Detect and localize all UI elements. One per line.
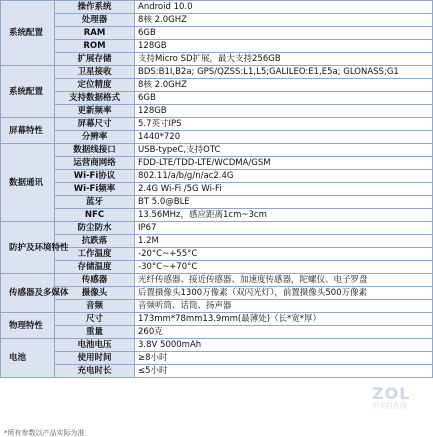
- spec-value: 260克: [135, 326, 433, 339]
- spec-row: [1, 1, 433, 14]
- spec-value: IP67: [135, 222, 433, 235]
- spec-label: 支持数据格式: [55, 92, 135, 105]
- spec-value: 8核 2.0GHZ: [135, 14, 433, 27]
- spec-row: [1, 79, 433, 92]
- spec-value: 6GB: [135, 27, 433, 40]
- spec-row: [1, 53, 433, 66]
- spec-label: 传感器: [55, 274, 135, 287]
- spec-value: 128GB: [135, 40, 433, 53]
- spec-row: [1, 144, 433, 157]
- spec-label: 尺寸: [55, 313, 135, 326]
- section-category: 屏幕特性: [1, 118, 55, 144]
- section-category: 防护及环境特性: [1, 222, 55, 274]
- spec-label: 数据线接口: [55, 144, 135, 157]
- spec-row: [1, 157, 433, 170]
- spec-row: [1, 209, 433, 222]
- watermark-subtitle: 中关村在线: [372, 402, 407, 410]
- spec-value: ≥8小时: [135, 352, 433, 365]
- spec-row: [1, 131, 433, 144]
- spec-label: NFC: [55, 209, 135, 222]
- spec-value: BT 5.0@BLE: [135, 196, 433, 209]
- spec-row: [1, 27, 433, 40]
- spec-label: ROM: [55, 40, 135, 53]
- spec-value: Android 10.0: [135, 1, 433, 14]
- spec-value: 3.8V 5000mAh: [135, 339, 433, 352]
- spec-row: [1, 261, 433, 274]
- spec-label: 防尘防水: [55, 222, 135, 235]
- spec-value: ≤5小时: [135, 365, 433, 378]
- spec-label: 存储温度: [55, 261, 135, 274]
- spec-value: -20°C~+55°C: [135, 248, 433, 261]
- spec-row: [1, 274, 433, 287]
- spec-label: 电池电压: [55, 339, 135, 352]
- spec-row: [1, 118, 433, 131]
- spec-value: 8核 2.0GHZ: [135, 79, 433, 92]
- section-category: 传感器及多媒体: [1, 274, 55, 313]
- spec-row: [1, 300, 433, 313]
- spec-row: [1, 105, 433, 118]
- spec-row: [1, 326, 433, 339]
- watermark-logo-text: ZOL: [372, 384, 411, 403]
- spec-value: 128GB: [135, 105, 433, 118]
- spec-label: Wi-Fi频率: [55, 183, 135, 196]
- spec-label: 使用时间: [55, 352, 135, 365]
- spec-label: RAM: [55, 27, 135, 40]
- section-category: 系统配置: [1, 1, 55, 66]
- spec-value: 1.2M: [135, 235, 433, 248]
- spec-table-body: [1, 1, 433, 378]
- spec-label: 重量: [55, 326, 135, 339]
- spec-label: 更新频率: [55, 105, 135, 118]
- spec-label: 运营商网络: [55, 157, 135, 170]
- spec-label: 定位精度: [55, 79, 135, 92]
- spec-label: 处理器: [55, 14, 135, 27]
- spec-row: [1, 365, 433, 378]
- spec-label: 屏幕尺寸: [55, 118, 135, 131]
- spec-row: [1, 170, 433, 183]
- spec-label: 工作温度: [55, 248, 135, 261]
- spec-value: 后置摄像头1300万像素（双闪光灯），前置摄像头500万像素: [135, 287, 433, 300]
- spec-value: BDS:B1I,B2a; GPS/QZSS:L1,L5;GALILEO:E1,E5a; GLONASS;G1: [135, 66, 433, 79]
- spec-value: -30°C~+70°C: [135, 261, 433, 274]
- spec-value: 13.56MHz，感应距离1cm~3cm: [135, 209, 433, 222]
- spec-label: 分辨率: [55, 131, 135, 144]
- spec-row: [1, 196, 433, 209]
- spec-label: 抗跌落: [55, 235, 135, 248]
- spec-value: 173mm*78mm13.9mm(最薄处)（长*宽*厚）: [135, 313, 433, 326]
- section-category: 系统配置: [1, 66, 55, 118]
- zol-watermark-logo: [372, 386, 410, 410]
- spec-value: 5.7英寸IPS: [135, 118, 433, 131]
- spec-row: [1, 14, 433, 27]
- spec-value: 6GB: [135, 92, 433, 105]
- spec-row: [1, 40, 433, 53]
- spec-label: 音频: [55, 300, 135, 313]
- spec-label: 卫星接收: [55, 66, 135, 79]
- section-category: 物理特性: [1, 313, 55, 339]
- spec-label: 扩展存储: [55, 53, 135, 66]
- spec-label: 摄像头: [55, 287, 135, 300]
- spec-value: 1440*720: [135, 131, 433, 144]
- spec-label: Wi-Fi协议: [55, 170, 135, 183]
- spec-row: [1, 222, 433, 235]
- spec-value: 音频听筒、话筒、扬声器: [135, 300, 433, 313]
- spec-value: 光纤传感器、接近传感器、加速度传感器，陀螺仪、电子罗盘: [135, 274, 433, 287]
- spec-row: [1, 92, 433, 105]
- spec-label: 操作系统: [55, 1, 135, 14]
- footnote: *所有参数以产品实际为准: [4, 429, 85, 437]
- spec-row: [1, 66, 433, 79]
- section-category: 电池: [1, 339, 55, 378]
- spec-row: [1, 352, 433, 365]
- spec-value: 2.4G Wi-Fi /5G Wi-Fi: [135, 183, 433, 196]
- spec-row: [1, 339, 433, 352]
- spec-value: USB-typeC,支持OTC: [135, 144, 433, 157]
- spec-label: 充电时长: [55, 365, 135, 378]
- spec-row: [1, 183, 433, 196]
- spec-row: [1, 313, 433, 326]
- spec-value: FDD-LTE/TDD-LTE/WCDMA/GSM: [135, 157, 433, 170]
- spec-value: 支持Micro SD扩展，最大支持256GB: [135, 53, 433, 66]
- spec-label: 蓝牙: [55, 196, 135, 209]
- spec-value: 802.11/a/b/g/n/ac2.4G: [135, 170, 433, 183]
- section-category: 数据通讯: [1, 144, 55, 222]
